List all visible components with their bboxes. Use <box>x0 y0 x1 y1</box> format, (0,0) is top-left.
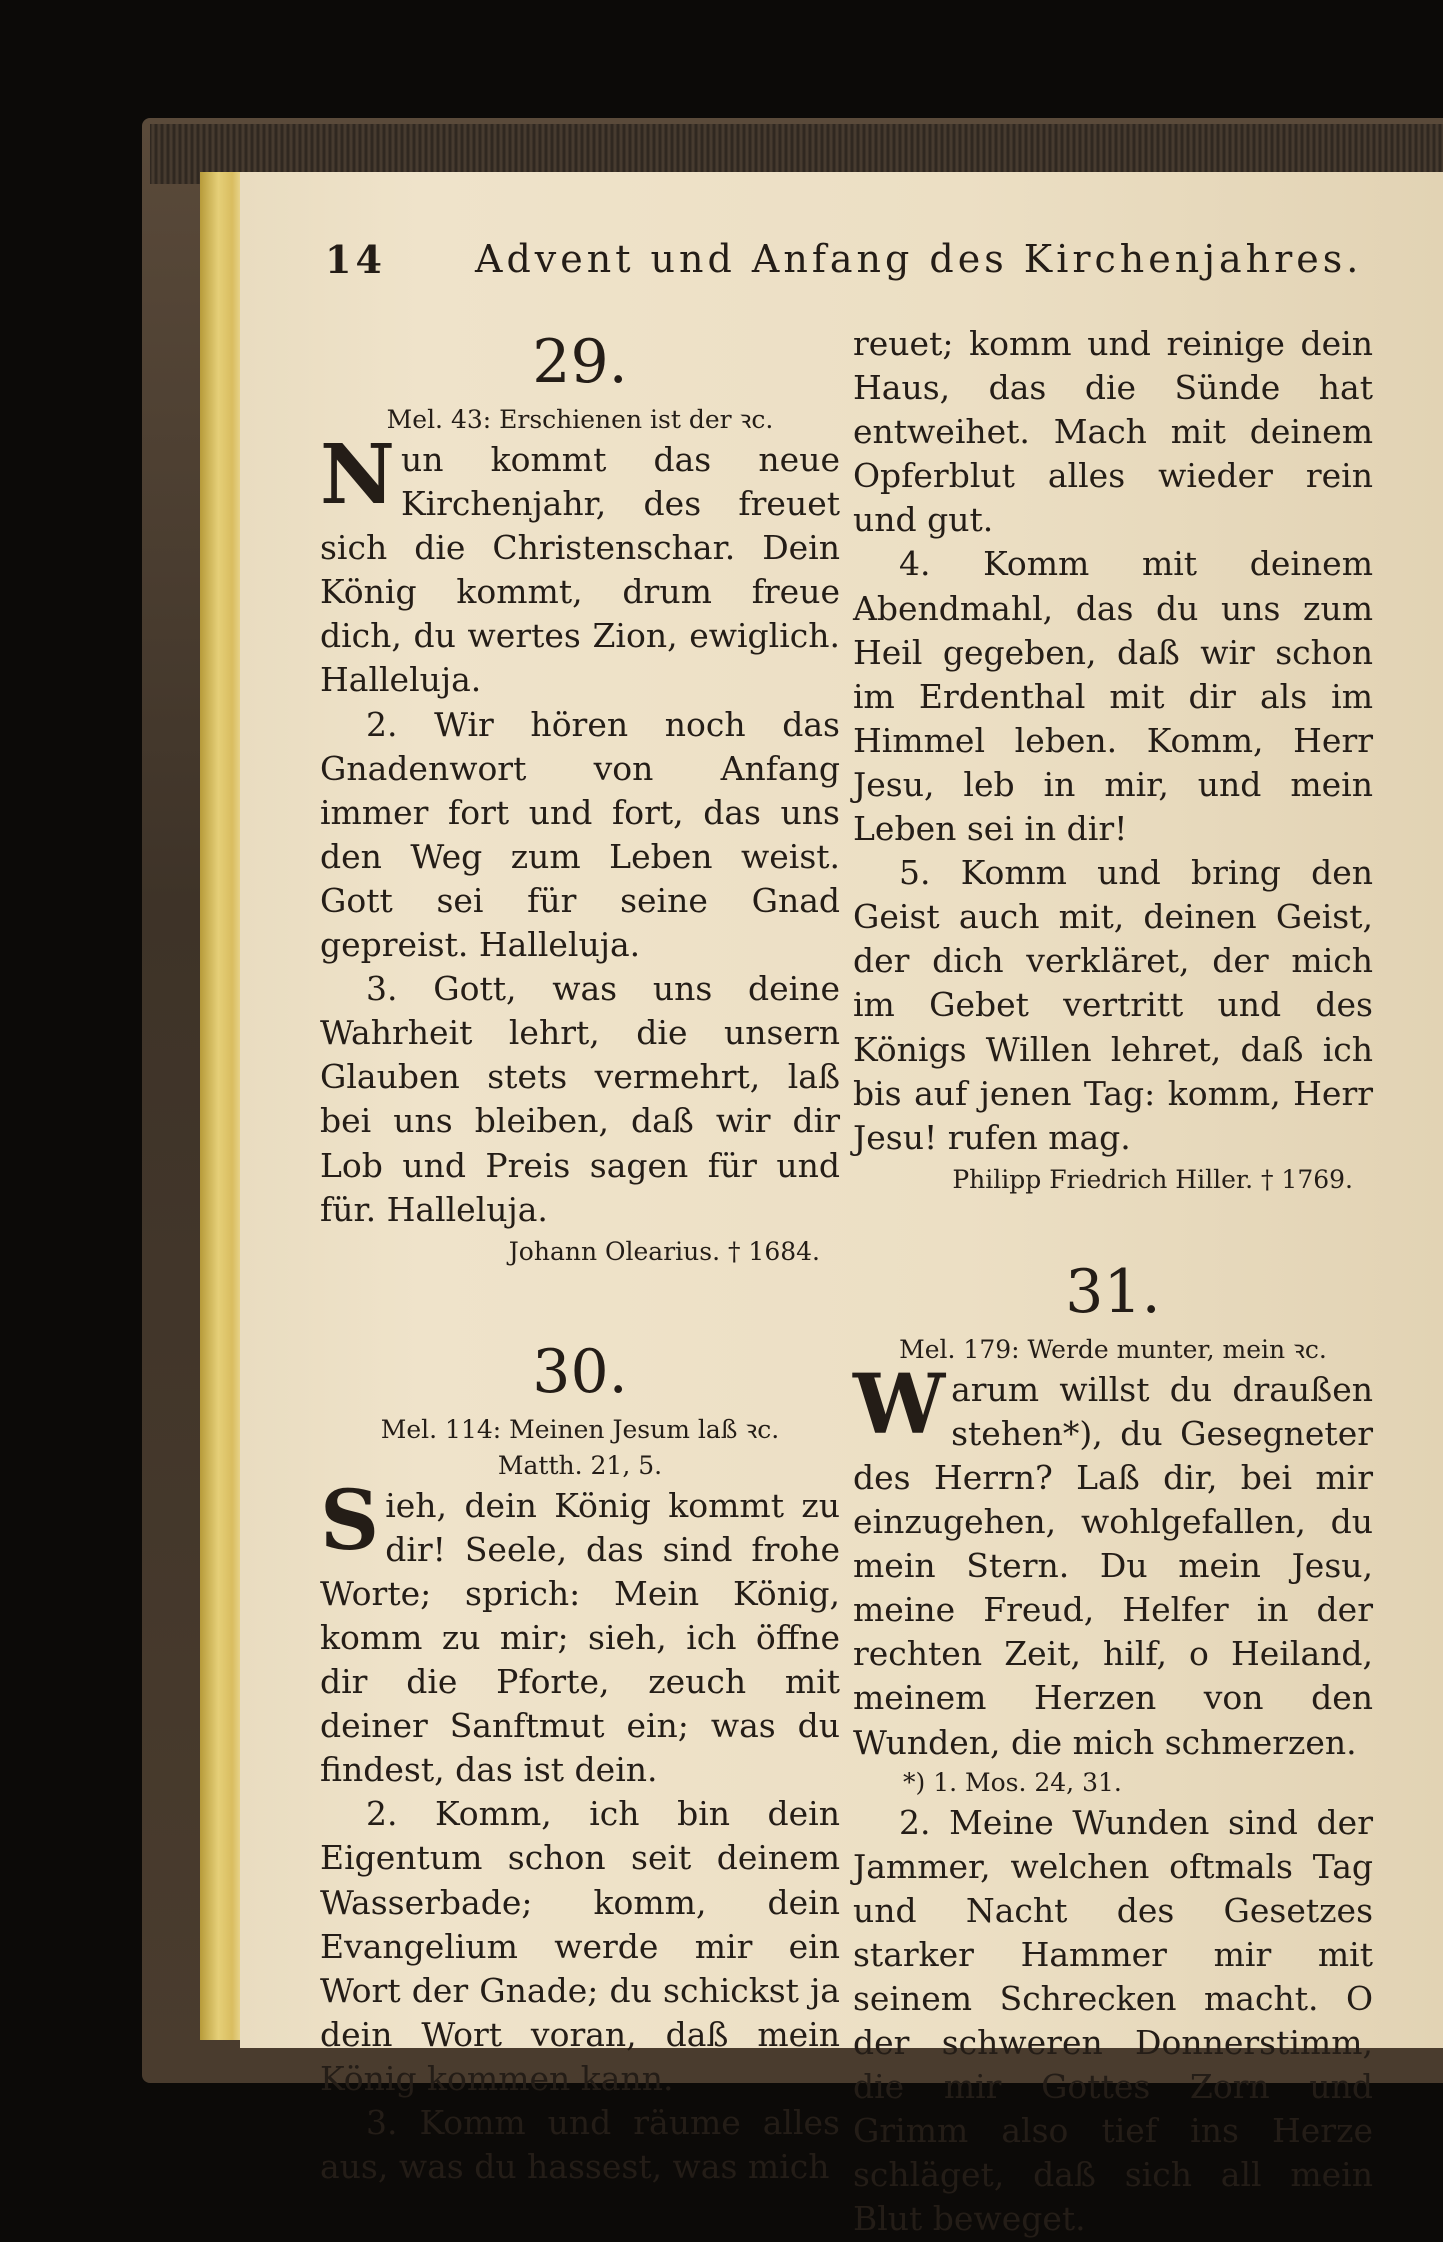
running-header <box>325 237 1363 297</box>
hymn-30-verse-3: 3. Komm und räume alles aus, was du hassest, was mich <box>320 2103 840 2187</box>
hymn-30-verse-3-continued: reuet; komm und reinige dein Haus, das die Sünde hat entweihet. Mach mit deinem Opferblut alles wieder rein und gut. <box>853 324 1373 540</box>
hymn-29-verse-3: 3. Gott, was uns deine Wahrheit lehrt, die unsern Glauben stets vermehrt, laß bei uns bleiben, daß wir dir Lob und Preis sagen für und für. Halleluja. <box>320 969 840 1229</box>
hymn-30-verse-2: 2. Komm, ich bin dein Eigentum schon seit deinem Wasserbade; komm, dein Evangelium werde mir ein Wort der Gnade; du schickst ja dein Wort voran, daß mein König kommen kann. <box>320 1794 840 2098</box>
hymn-number-30: 30. <box>532 1336 628 1407</box>
drop-cap-29: N <box>320 427 395 523</box>
right-column <box>853 322 1373 2242</box>
page-number: 14 <box>325 237 386 282</box>
melody-note-30: Mel. 114: Meinen Jesum laß ꝛc. <box>380 1414 780 1444</box>
author-29: Johann Olearius. † 1684. <box>508 1236 820 1266</box>
hymn-number-29: 29. <box>532 327 628 397</box>
hymn-29-verse-1: Nun kommt das neue Kirchenjahr, des freuet sich die Christenschar. Dein König kommt, drum freue dich, du wertes Zion, ewiglich. Halleluja. <box>320 427 840 700</box>
hymn-number-31: 31. <box>1065 1256 1161 1327</box>
hymn-30-verse-5: 5. Komm und bring den Geist auch mit, deinen Geist, der dich verkläret, der mich im Gebet vertritt und des Königs Willen lehret, daß ich bis auf jenen Tag: komm, Herr Jesu! rufen mag. <box>853 853 1373 1157</box>
running-title: Advent und Anfang des Kirchenjahres. <box>475 237 1363 281</box>
melody-note-29: Mel. 43: Erschienen ist der ꝛc. <box>386 405 774 434</box>
melody-note-31: Mel. 179: Werde munter, mein ꝛc. <box>899 1334 1327 1364</box>
author-30: Philipp Friedrich Hiller. † 1769. <box>952 1164 1353 1194</box>
hymn-31-verse-1: Warum willst du draußen stehen*), du Gesegneter des Herrn? Laß dir, bei mir einzugehen, wohlgefallen, du mein Stern. Du mein Jesu, meine Freud, Helfer in der rechten Zeit, hilf, o Heiland, meinem Herzen von den Wunden, die mich schmerzen. <box>853 1356 1373 1762</box>
drop-cap-30: S <box>320 1472 380 1569</box>
drop-cap-31: W <box>853 1356 946 1453</box>
hymn-31-verse-2: 2. Meine Wunden sind der Jammer, welchen oftmals Tag und Nacht des Gesetzes starker Hammer mir mit seinem Schrecken macht. O der schweren Donnerstimm, die mir Gottes Zorn und Grimm also tief ins Herze schläget, daß sich all mein Blut beweget. <box>853 1802 1373 2239</box>
hymn-30-verse-4: 4. Komm mit deinem Abendmahl, das du uns zum Heil gegeben, daß wir schon im Erdenthal mit dir als im Himmel leben. Komm, Herr Jesu, leb in mir, und mein Leben sei in dir! <box>853 544 1373 849</box>
hymn-30-verse-1: Sieh, dein König kommt zu dir! Seele, das sind frohe Worte; sprich: Mein König, komm zu mir; sieh, ich öffne dir die Pforte, zeuch mit deiner Sanftmut ein; was du findest, das ist dein. <box>320 1472 840 1790</box>
scripture-reference-30: Matth. 21, 5. <box>497 1450 663 1480</box>
footnote-31: *) 1. Mos. 24, 31. <box>903 1767 1122 1797</box>
book-page <box>240 172 1443 2239</box>
left-column <box>320 322 840 2189</box>
hymn-29-verse-2: 2. Wir hören noch das Gnadenwort von Anfang immer fort und fort, das uns den Weg zum Leben weist. Gott sei für seine Gnad gepreist. Halleluja. <box>320 704 840 965</box>
